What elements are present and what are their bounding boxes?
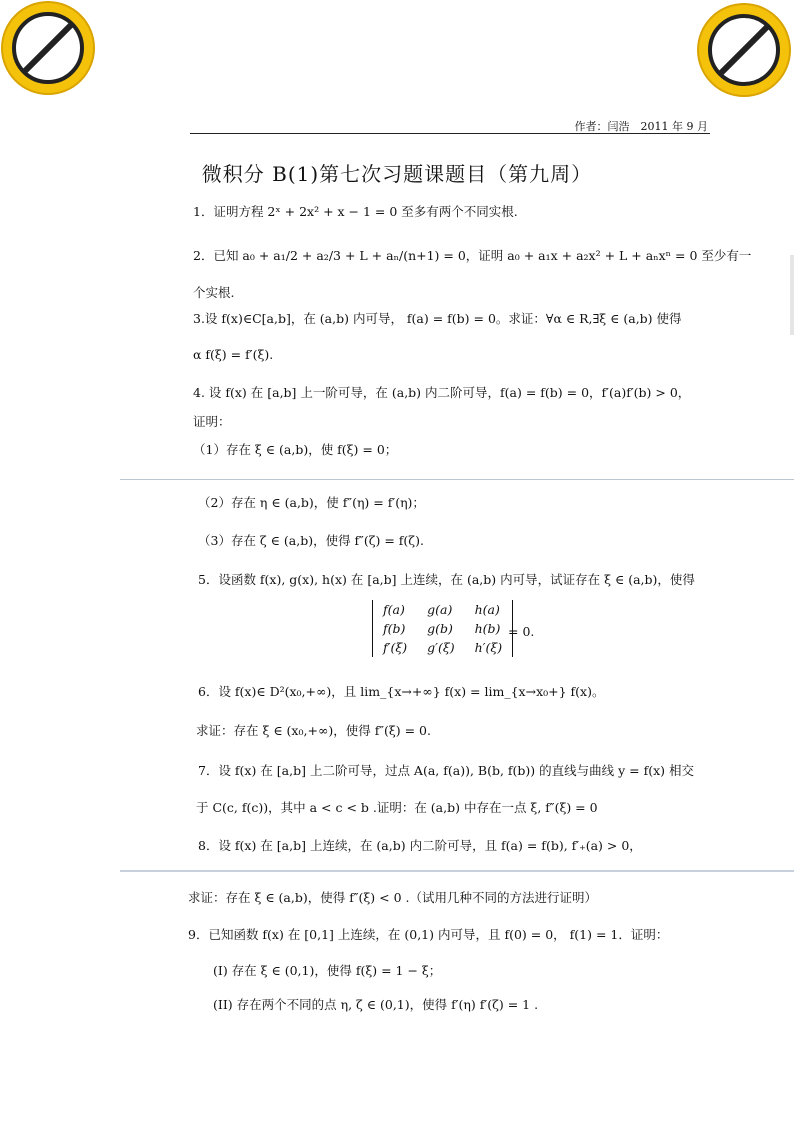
matrix-cell: h′(ξ) bbox=[474, 640, 503, 655]
problem-7-line-1: 7．设 f(x) 在 [a,b] 上二阶可导，过点 A(a, f(a)), B(b, f(b)) 的直线与曲线 y = f(x) 相交 bbox=[198, 763, 694, 778]
problem-6-line-2: 求证：存在 ξ ∈ (x₀,+∞)，使得 f″(ξ) = 0. bbox=[196, 723, 431, 738]
problem-6-line-1: 6．设 f(x)∈ D²(x₀,+∞)，且 lim_{x→+∞} f(x) = lim_{x→x₀+} f(x)。 bbox=[198, 684, 605, 699]
problem-7-line-2: 于 C(c, f(c))，其中 a < c < b .证明：在 (a,b) 中存在一点 ξ, f″(ξ) = 0 bbox=[196, 800, 598, 815]
matrix-cell: f′(ξ) bbox=[383, 640, 408, 655]
problem-8-line-2: 求证：存在 ξ ∈ (a,b)，使得 f″(ξ) < 0 .（试用几种不同的方法进行证明） bbox=[188, 890, 597, 905]
matrix-cell: h(b) bbox=[474, 621, 501, 636]
problem-9-part-1: (I) 存在 ξ ∈ (0,1)，使得 f(ξ) = 1 − ξ； bbox=[213, 963, 442, 978]
problem-4-part-1: （1）存在 ξ ∈ (a,b)，使 f(ξ) = 0； bbox=[193, 442, 398, 457]
pdf-xchange-badge-right[interactable] bbox=[696, 2, 792, 98]
matrix-cell: h(a) bbox=[474, 602, 500, 617]
problem-4-line-1: 4. 设 f(x) 在 [a,b] 上一阶可导，在 (a,b) 内二阶可导，f(a) = f(b) = 0，f′(a)f′(b) > 0， bbox=[193, 385, 691, 400]
problem-3-line-1: 3.设 f(x)∈C[a,b]，在 (a,b) 内可导， f(a) = f(b) = 0。求证：∀α ∈ R,∃ξ ∈ (a,b) 使得 bbox=[193, 311, 682, 326]
problem-9-line-1: 9．已知函数 f(x) 在 [0,1] 上连续，在 (0,1) 内可导，且 f(0) = 0， f(1) = 1．证明： bbox=[188, 927, 669, 942]
problem-9-part-2: (II) 存在两个不同的点 η, ζ ∈ (0,1)，使得 f′(η) f′(ζ) = 1 . bbox=[213, 997, 539, 1012]
problem-3-line-2: α f(ξ) = f′(ξ). bbox=[193, 347, 274, 362]
page-separator-2 bbox=[120, 870, 794, 872]
page-separator bbox=[120, 479, 794, 480]
matrix-cell: f(a) bbox=[383, 602, 405, 617]
matrix-cell: g′(ξ) bbox=[427, 640, 455, 655]
problem-2-line-2: 个实根. bbox=[193, 285, 235, 300]
header-rule bbox=[190, 133, 710, 134]
problem-4-part-3: （3）存在 ζ ∈ (a,b)，使得 f″(ζ) = f(ζ). bbox=[198, 533, 424, 548]
matrix-cell: f(b) bbox=[383, 621, 406, 636]
matrix-cell: g(a) bbox=[427, 602, 453, 617]
matrix-cell: g(b) bbox=[427, 621, 453, 636]
right-margin-marker bbox=[790, 255, 794, 335]
problem-1: 1．证明方程 2ˣ + 2x² + x − 1 = 0 至多有两个不同实根. bbox=[193, 204, 518, 219]
author-line: 作者：闫浩 2011 年 9 月 bbox=[574, 120, 708, 133]
problem-8-line-1: 8．设 f(x) 在 [a,b] 上连续，在 (a,b) 内二阶可导，且 f(a) = f(b), f′₊(a) > 0， bbox=[198, 838, 642, 853]
problem-5: 5．设函数 f(x), g(x), h(x) 在 [a,b] 上连续，在 (a,b) 内可导，试证存在 ξ ∈ (a,b)，使得 bbox=[198, 572, 695, 587]
page-title: 微积分 B(1)第七次习题课题目（第九周） bbox=[201, 162, 593, 186]
determinant-matrix bbox=[372, 600, 535, 657]
matrix-equals: = 0. bbox=[508, 624, 535, 639]
problem-4-part-2: （2）存在 η ∈ (a,b)，使 f″(η) = f′(η)； bbox=[198, 495, 425, 510]
problem-2-line-1: 2．已知 a₀ + a₁/2 + a₂/3 + L + aₙ/(n+1) = 0，证明 a₀ + a₁x + a₂x² + L + aₙxⁿ = 0 至少有一 bbox=[193, 248, 752, 263]
problem-4-line-2: 证明： bbox=[193, 414, 231, 429]
pdf-xchange-badge-left[interactable] bbox=[0, 0, 96, 96]
